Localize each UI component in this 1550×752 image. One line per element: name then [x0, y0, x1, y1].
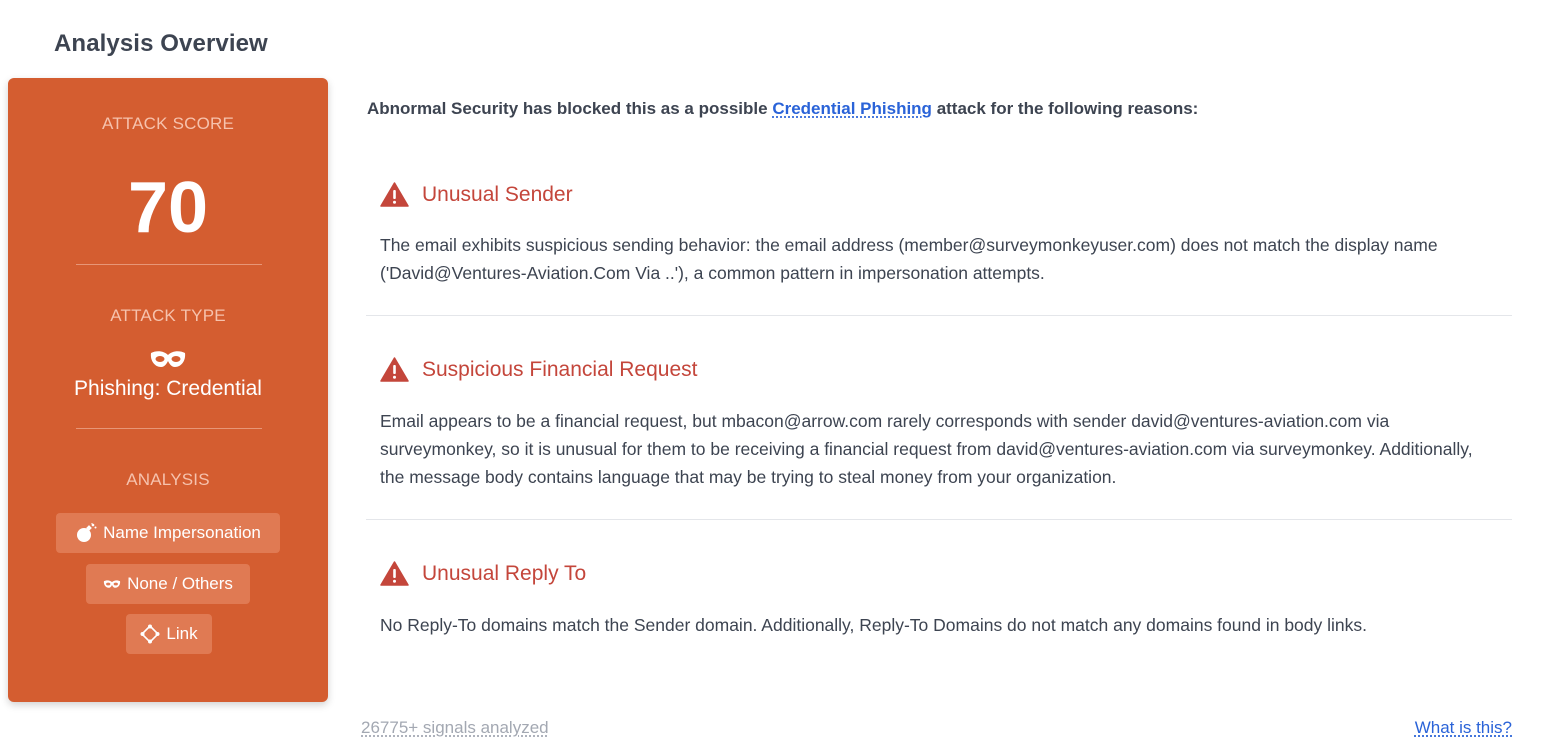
reason-divider — [366, 315, 1512, 316]
mask-icon — [103, 579, 121, 589]
bomb-icon — [75, 523, 97, 543]
reason-title: Unusual Reply To — [422, 561, 587, 585]
card-divider — [76, 428, 262, 429]
card-divider — [76, 264, 262, 265]
analysis-chip-label: Link — [166, 624, 198, 643]
analysis-chip-label: Name Impersonation — [103, 523, 261, 542]
page-title: Analysis Overview — [54, 30, 268, 57]
credential-phishing-link[interactable]: Credential Phishing — [772, 99, 932, 118]
signals-analyzed-link[interactable]: 26775+ signals analyzed — [361, 718, 549, 737]
reason-description: Email appears to be a financial request, but mbacon@arrow.com rarely corresponds with sender david@ventures-aviation.com via surveymonkey, so it is unusual for them to be receiving a financial request from david@ventures-aviation.com via surveymonkey. Additionally, the message body contains language that may be trying to steal money from your organization. — [380, 411, 1473, 487]
analysis-label: ANALYSIS — [126, 470, 210, 489]
reason-header — [380, 561, 586, 586]
attack-type-value: Phishing: Credential — [74, 377, 262, 400]
block-summary-suffix: attack for the following reasons: — [936, 99, 1199, 118]
reason-title: Unusual Sender — [422, 182, 573, 206]
reason-header — [380, 357, 697, 382]
analysis-chip-name-impersonation[interactable] — [56, 513, 280, 553]
block-summary-prefix: Abnormal Security has blocked this as a possible — [367, 99, 768, 118]
warning-icon — [380, 182, 409, 207]
mask-icon — [149, 349, 187, 369]
warning-icon — [380, 357, 409, 382]
warning-icon — [380, 561, 409, 586]
attack-score-card — [8, 78, 328, 702]
analysis-chip-none-others[interactable] — [86, 564, 250, 604]
analysis-chip-link[interactable] — [126, 614, 212, 654]
attack-type-label: ATTACK TYPE — [110, 306, 226, 325]
analysis-chip-label: None / Others — [127, 574, 233, 593]
attack-score-label: ATTACK SCORE — [101, 114, 235, 133]
reason-header — [380, 182, 573, 207]
attack-score-value: 70 — [127, 168, 209, 248]
reason-divider — [366, 519, 1512, 520]
analysis-reasons-panel — [366, 0, 1512, 752]
reason-title: Suspicious Financial Request — [422, 357, 698, 381]
block-summary — [367, 99, 1198, 119]
what-is-this-link[interactable]: What is this? — [1414, 718, 1512, 737]
reason-description: No Reply-To domains match the Sender domain. Additionally, Reply-To Domains do not match any domains found in body links. — [380, 615, 1367, 635]
reason-description: The email exhibits suspicious sending behavior: the email address (member@surveymonkeyuser.com) does not match the display name ('David@Ventures-Aviation.Com Via ..'), a common pattern in impersonation attempts. — [380, 235, 1438, 283]
link-icon — [140, 624, 160, 644]
